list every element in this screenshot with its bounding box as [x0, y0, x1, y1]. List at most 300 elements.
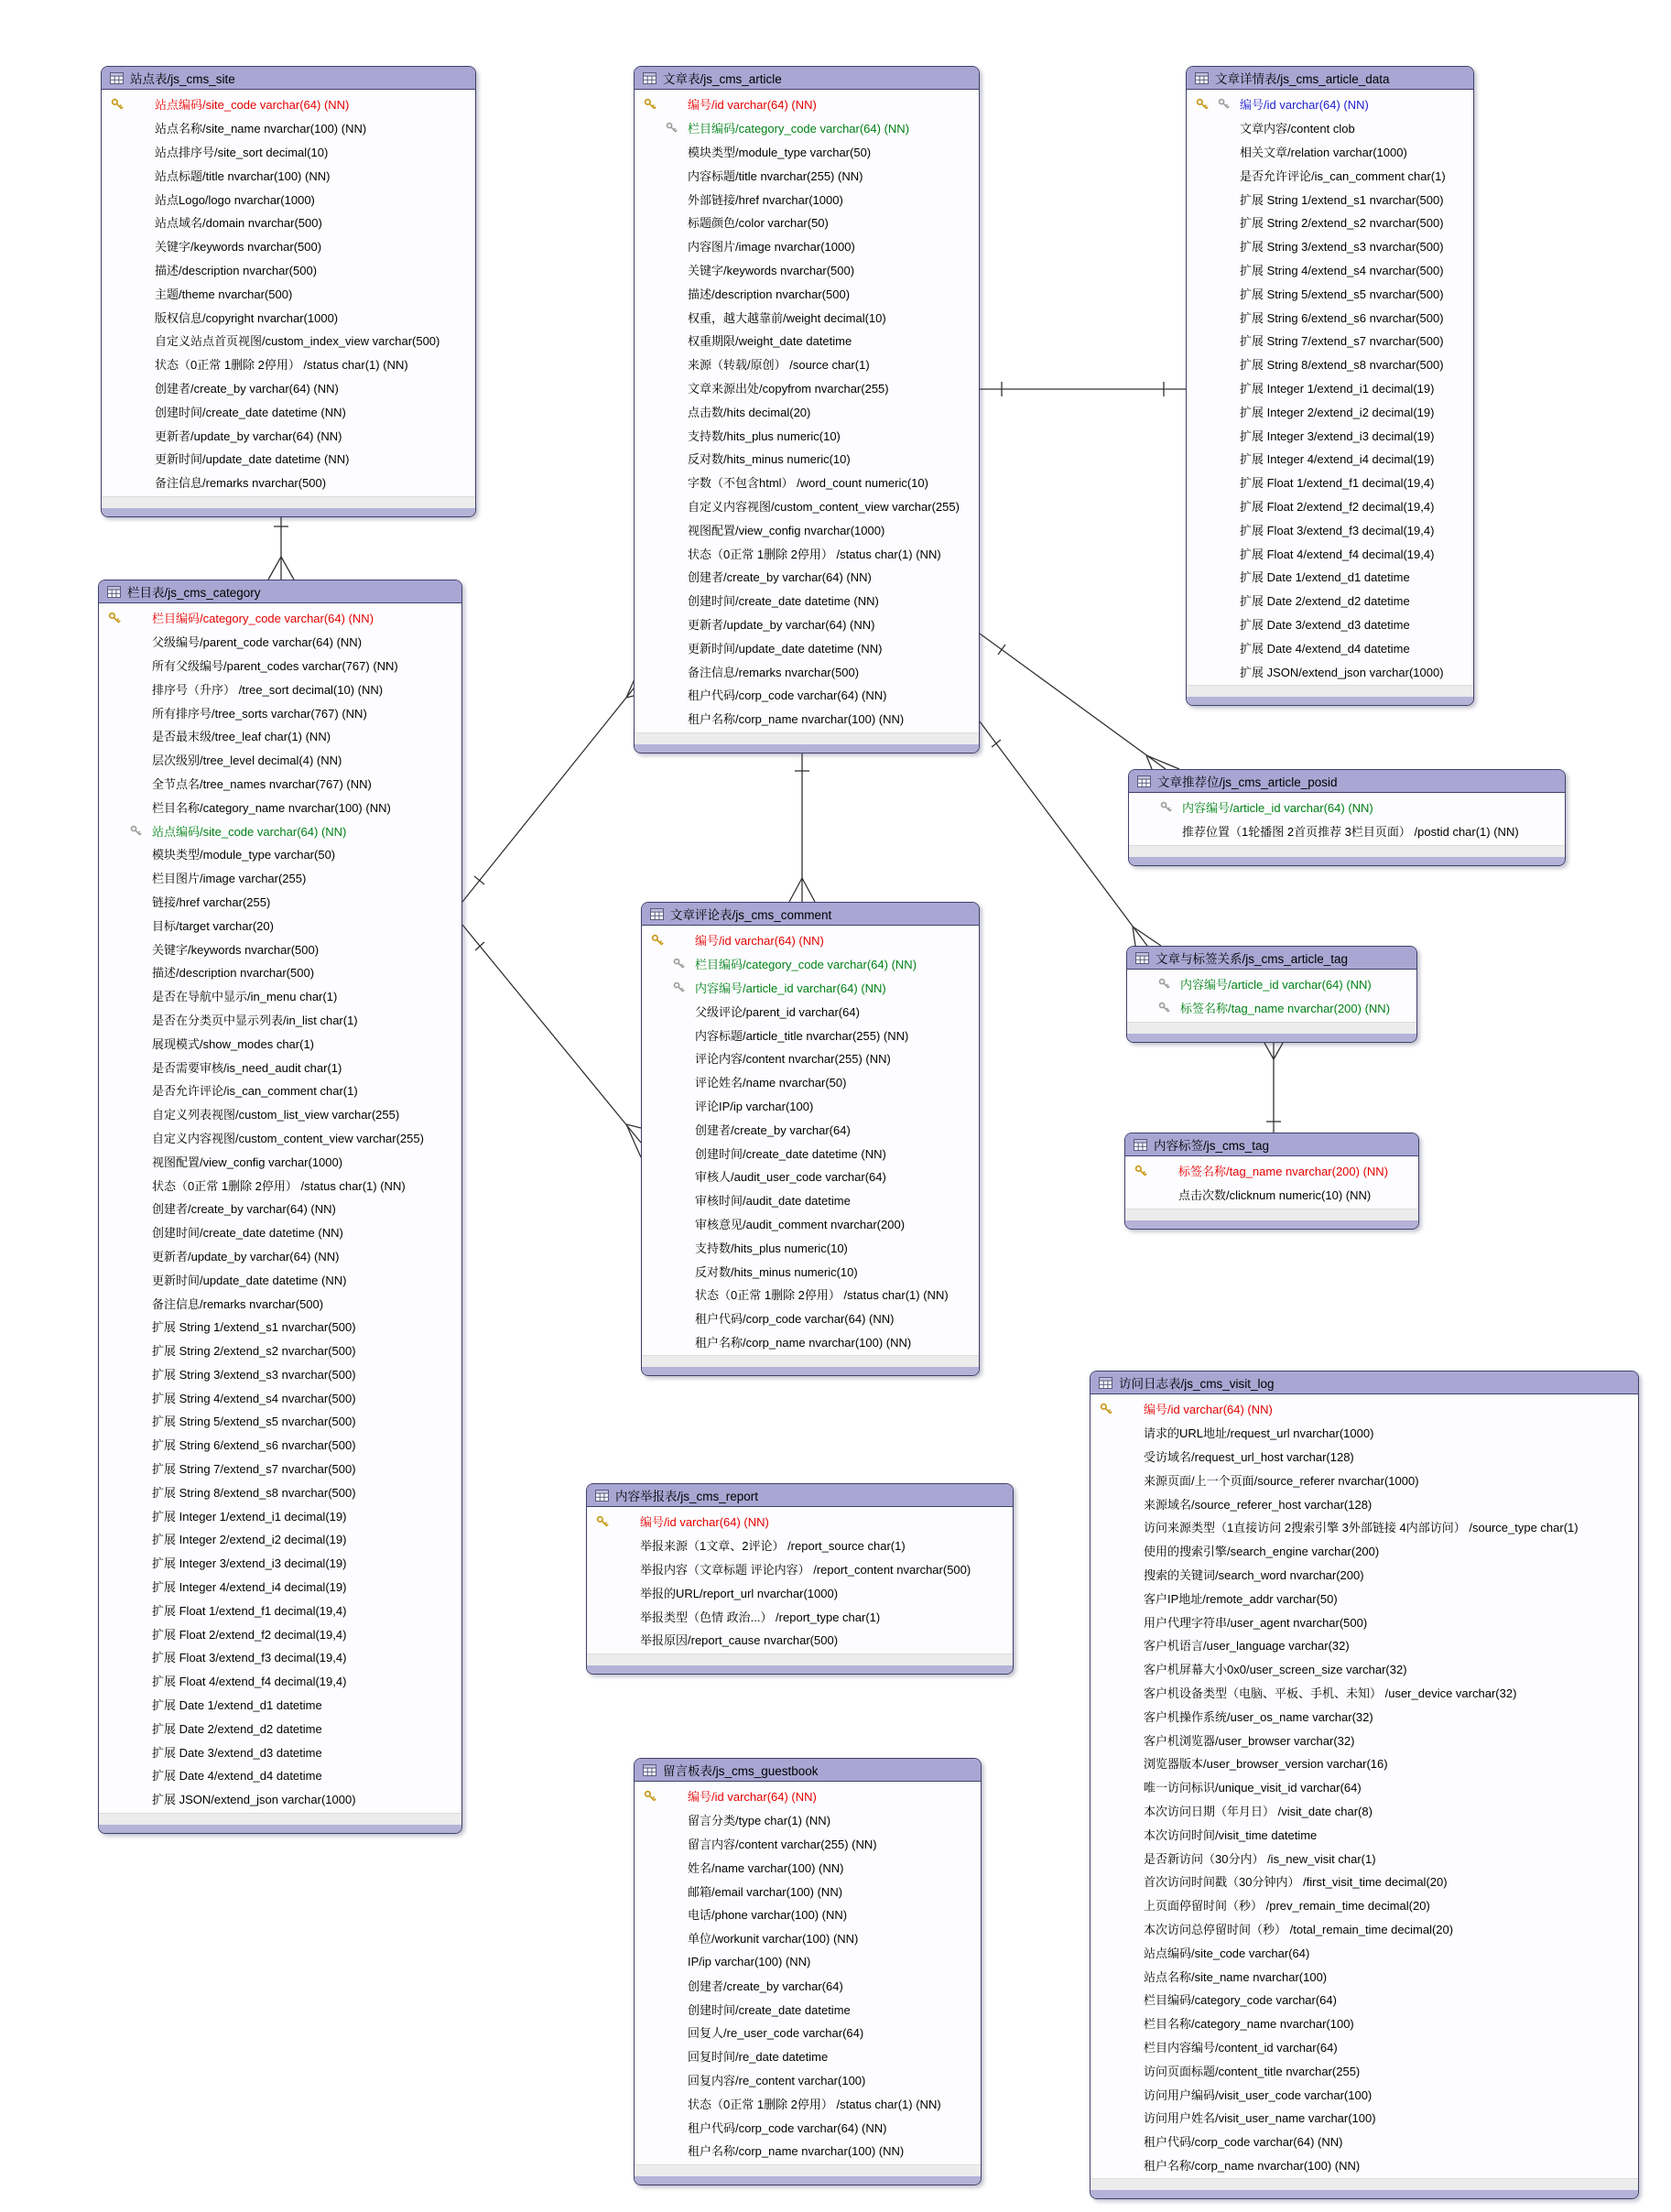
field-row[interactable] [587, 1604, 1013, 1628]
field-row[interactable] [1187, 187, 1473, 211]
field-label: 备注信息/remarks nvarchar(500) [152, 1296, 324, 1311]
field-row[interactable] [1187, 635, 1473, 659]
field-row[interactable] [99, 1433, 461, 1457]
primary-key-icon [108, 1651, 130, 1664]
field-row[interactable] [99, 1126, 461, 1150]
field-row[interactable] [99, 913, 461, 937]
field-row[interactable] [642, 999, 979, 1023]
field-row[interactable] [102, 305, 475, 329]
field-row[interactable] [642, 1283, 979, 1307]
field-row[interactable] [635, 1784, 981, 1808]
field-row[interactable] [1090, 2011, 1638, 2035]
field-row[interactable] [642, 1070, 979, 1094]
primary-key-icon [651, 1241, 673, 1253]
field-row[interactable] [642, 976, 979, 1000]
field-row[interactable] [1090, 1846, 1638, 1870]
field-row[interactable] [102, 352, 475, 376]
table-title: 文章推荐位/js_cms_article_posid [1157, 775, 1338, 789]
field-label: 请求的URL地址/request_url nvarchar(1000) [1144, 1426, 1374, 1441]
field-row[interactable] [587, 1534, 1013, 1557]
field-row[interactable] [635, 589, 979, 613]
field-row[interactable] [635, 2139, 981, 2163]
field-row[interactable] [587, 1580, 1013, 1604]
field-row[interactable] [99, 1645, 461, 1669]
foreign-key-icon [130, 1510, 152, 1522]
table-icon [1137, 775, 1151, 787]
field-row[interactable] [635, 376, 979, 400]
foreign-key-icon [1218, 500, 1240, 512]
primary-key-icon [108, 1036, 130, 1049]
field-row[interactable] [1090, 1704, 1638, 1728]
field-row[interactable] [102, 163, 475, 187]
field-row[interactable] [1187, 376, 1473, 400]
field-row[interactable] [642, 1235, 979, 1259]
field-row[interactable] [1187, 659, 1473, 683]
field-label: 访问用户编码/visit_user_code varchar(100) [1144, 2087, 1373, 2102]
primary-key-icon [111, 240, 133, 253]
field-row[interactable] [1187, 494, 1473, 518]
field-row[interactable] [99, 700, 461, 724]
field-row[interactable] [99, 842, 461, 866]
field-row[interactable] [635, 92, 979, 116]
field-row[interactable] [635, 2044, 981, 2068]
foreign-key-icon [130, 1179, 152, 1191]
field-label: 版权信息/copyright nvarchar(1000) [155, 310, 339, 325]
table-header[interactable] [1127, 947, 1416, 970]
field-row[interactable] [642, 952, 979, 976]
foreign-key-icon [130, 1675, 152, 1686]
field-row[interactable] [1090, 1563, 1638, 1587]
field-row[interactable] [635, 541, 979, 565]
field-row[interactable] [102, 281, 475, 305]
field-label: 状态（0正常 1删除 2停用） /status char(1) (NN) [688, 2097, 941, 2111]
foreign-key-icon [1122, 2111, 1144, 2123]
field-row[interactable] [99, 1575, 461, 1599]
field-row[interactable] [1090, 1397, 1638, 1421]
field-row[interactable] [99, 1173, 461, 1197]
field-row[interactable] [99, 630, 461, 654]
foreign-key-icon [130, 1392, 152, 1404]
er-table[interactable] [641, 902, 980, 1376]
field-row[interactable] [99, 1291, 461, 1315]
er-table[interactable] [634, 66, 980, 754]
field-row[interactable] [102, 399, 475, 423]
field-row[interactable] [642, 928, 979, 952]
primary-key-icon [596, 1539, 618, 1552]
field-label: 目标/target varchar(20) [152, 918, 274, 933]
field-row[interactable] [99, 795, 461, 819]
foreign-key-icon [666, 476, 688, 488]
primary-key-icon [111, 98, 133, 111]
er-table[interactable] [1090, 1371, 1639, 2199]
field-row[interactable] [635, 2068, 981, 2092]
foreign-key-icon [673, 1288, 695, 1300]
field-row[interactable] [1090, 2035, 1638, 2059]
field-row[interactable] [635, 2021, 981, 2044]
primary-key-icon [108, 966, 130, 979]
foreign-key-icon [666, 1885, 688, 1897]
field-row[interactable] [642, 1307, 979, 1330]
field-row[interactable] [635, 2115, 981, 2139]
field-row[interactable] [642, 1165, 979, 1188]
field-row[interactable] [1090, 1917, 1638, 1941]
primary-key-icon [108, 1060, 130, 1073]
foreign-key-icon [666, 2098, 688, 2109]
field-row[interactable] [642, 1094, 979, 1118]
field-row[interactable] [99, 1787, 461, 1811]
field-row[interactable] [99, 677, 461, 700]
primary-key-icon [651, 1194, 673, 1207]
field-row[interactable] [99, 1527, 461, 1551]
primary-key-icon [644, 263, 666, 276]
field-row[interactable] [1090, 1893, 1638, 1917]
field-row[interactable] [99, 1079, 461, 1102]
field-row[interactable] [635, 447, 979, 471]
field-row[interactable] [635, 613, 979, 636]
er-table[interactable] [1186, 66, 1474, 706]
field-row[interactable] [102, 116, 475, 140]
field-row[interactable] [99, 1740, 461, 1763]
field-row[interactable] [99, 1220, 461, 1244]
primary-key-icon [1100, 2017, 1122, 2030]
primary-key-icon [108, 1273, 130, 1285]
field-row[interactable] [635, 116, 979, 140]
field-row[interactable] [1090, 1822, 1638, 1846]
field-row[interactable] [587, 1628, 1013, 1652]
field-row[interactable] [1187, 281, 1473, 305]
field-row[interactable] [1187, 471, 1473, 494]
field-row[interactable] [635, 258, 979, 282]
field-label: 文章内容/content clob [1240, 122, 1355, 136]
field-row[interactable] [99, 1362, 461, 1386]
field-row[interactable] [1090, 1445, 1638, 1469]
field-row[interactable] [99, 1503, 461, 1527]
field-row[interactable] [1090, 1728, 1638, 1751]
field-row[interactable] [635, 1832, 981, 1856]
field-row[interactable] [642, 1212, 979, 1236]
field-label: 扩展 Integer 4/extend_i4 decimal(19) [152, 1580, 347, 1595]
field-row[interactable] [635, 329, 979, 352]
field-label: 邮箱/email varchar(100) (NN) [688, 1884, 843, 1899]
field-row[interactable] [1090, 1940, 1638, 1964]
field-row[interactable] [99, 654, 461, 678]
field-row[interactable] [635, 1926, 981, 1950]
field-label: 扩展 String 7/extend_s7 nvarchar(500) [1240, 334, 1444, 349]
field-row[interactable] [635, 683, 979, 707]
table-icon [643, 72, 656, 84]
field-row[interactable] [99, 1669, 461, 1693]
field-row[interactable] [635, 1903, 981, 1926]
field-label: 栏目内容编号/content_id varchar(64) [1144, 2040, 1338, 2055]
field-row[interactable] [635, 352, 979, 376]
field-label: 扩展 Date 2/extend_d2 datetime [152, 1721, 322, 1736]
field-row[interactable] [1090, 2058, 1638, 2082]
field-row[interactable] [102, 376, 475, 400]
field-row[interactable] [99, 1149, 461, 1173]
field-row[interactable] [1090, 1964, 1638, 1988]
field-row[interactable] [1090, 1870, 1638, 1893]
table-header[interactable] [102, 67, 475, 90]
er-table[interactable] [1124, 1133, 1419, 1230]
field-label: 租户代码/corp_code varchar(64) (NN) [688, 689, 887, 703]
field-row[interactable] [1187, 517, 1473, 541]
field-row[interactable] [99, 1480, 461, 1503]
field-row[interactable] [635, 1950, 981, 1974]
field-row[interactable] [99, 1031, 461, 1055]
field-label: IP/ip varchar(100) (NN) [688, 1954, 811, 1968]
table-header[interactable] [99, 580, 461, 603]
er-table[interactable] [1128, 769, 1566, 866]
field-row[interactable] [102, 211, 475, 234]
field-row[interactable] [102, 447, 475, 471]
table-header[interactable] [635, 1759, 981, 1782]
foreign-key-icon [1218, 429, 1240, 441]
field-row[interactable] [99, 1457, 461, 1480]
field-row[interactable] [102, 187, 475, 211]
field-row[interactable] [1187, 92, 1473, 116]
table-footer-strip [587, 1654, 1013, 1665]
primary-key-icon [1100, 1473, 1122, 1486]
field-label: 留言分类/type char(1) (NN) [688, 1814, 831, 1828]
field-row[interactable] [587, 1557, 1013, 1581]
table-header[interactable] [1125, 1133, 1418, 1156]
field-row[interactable] [635, 281, 979, 305]
field-row[interactable] [1090, 2106, 1638, 2130]
field-row[interactable] [635, 517, 979, 541]
er-table[interactable] [1126, 946, 1417, 1043]
field-row[interactable] [642, 1330, 979, 1354]
field-row[interactable] [99, 1244, 461, 1268]
field-row[interactable] [642, 1259, 979, 1283]
foreign-key-icon [1122, 1403, 1144, 1415]
primary-key-icon [644, 428, 666, 441]
field-row[interactable] [635, 163, 979, 187]
field-row[interactable] [1090, 1988, 1638, 2011]
field-label: 是否在分类页中显示列表/in_list char(1) [152, 1013, 358, 1027]
field-row[interactable] [635, 423, 979, 447]
foreign-key-icon [673, 1005, 695, 1017]
field-row[interactable] [1090, 1799, 1638, 1823]
field-row[interactable] [99, 1409, 461, 1433]
field-row[interactable] [635, 707, 979, 731]
field-row[interactable] [99, 1055, 461, 1079]
field-row[interactable] [102, 329, 475, 352]
field-row[interactable] [99, 937, 461, 960]
field-label: 是否允许评论/is_can_comment char(1) [1240, 168, 1446, 183]
field-row[interactable] [1090, 1657, 1638, 1681]
field-row[interactable] [1127, 996, 1416, 1020]
field-row[interactable] [102, 140, 475, 164]
field-row[interactable] [99, 984, 461, 1008]
field-row[interactable] [99, 1315, 461, 1339]
field-row[interactable] [99, 1716, 461, 1740]
field-row[interactable] [642, 1188, 979, 1212]
table-header[interactable] [587, 1484, 1013, 1507]
field-row[interactable] [635, 635, 979, 659]
primary-key-icon [651, 1335, 673, 1348]
field-row[interactable] [1187, 116, 1473, 140]
field-row[interactable] [1090, 1751, 1638, 1775]
field-row[interactable] [1187, 613, 1473, 636]
field-row[interactable] [99, 1598, 461, 1621]
field-row[interactable] [1187, 329, 1473, 352]
field-label: 编号/id varchar(64) (NN) [695, 934, 824, 949]
field-row[interactable] [1090, 1633, 1638, 1657]
field-row[interactable] [99, 1339, 461, 1362]
table-footer-band [635, 2176, 981, 2185]
field-row[interactable] [99, 748, 461, 772]
field-row[interactable] [635, 1808, 981, 1832]
field-row[interactable] [99, 1102, 461, 1126]
field-row[interactable] [99, 724, 461, 748]
field-row[interactable] [1090, 1775, 1638, 1799]
field-row[interactable] [1090, 1515, 1638, 1539]
table-header[interactable] [635, 67, 979, 90]
field-label: 字数（不包含html） /word_count numeric(10) [688, 476, 928, 491]
table-header[interactable] [1187, 67, 1473, 90]
field-row[interactable] [642, 1023, 979, 1046]
field-label: 相关文章/relation varchar(1000) [1240, 145, 1407, 159]
field-row[interactable] [1187, 140, 1473, 164]
primary-key-icon [644, 712, 666, 725]
primary-key-icon [1196, 547, 1218, 559]
table-header[interactable] [1090, 1372, 1638, 1394]
foreign-key-icon [666, 1814, 688, 1826]
field-row[interactable] [1187, 211, 1473, 234]
field-row[interactable] [99, 1008, 461, 1032]
primary-key-icon [644, 452, 666, 465]
field-row[interactable] [1187, 352, 1473, 376]
field-row[interactable] [99, 960, 461, 984]
field-label: 创建时间/create_date datetime (NN) [155, 405, 346, 419]
field-row[interactable] [1090, 2082, 1638, 2106]
field-row[interactable] [99, 1197, 461, 1220]
field-row[interactable] [635, 140, 979, 164]
field-row[interactable] [99, 866, 461, 890]
table-header[interactable] [1129, 770, 1565, 793]
field-row[interactable] [99, 606, 461, 630]
foreign-key-icon [130, 730, 152, 742]
field-row[interactable] [99, 772, 461, 796]
field-row[interactable] [635, 494, 979, 518]
field-row[interactable] [1090, 1421, 1638, 1445]
field-row[interactable] [1090, 2153, 1638, 2177]
er-table[interactable] [101, 66, 476, 517]
field-row[interactable] [1090, 1491, 1638, 1515]
field-row[interactable] [102, 234, 475, 258]
field-row[interactable] [635, 187, 979, 211]
field-label: 举报的URL/report_url nvarchar(1000) [640, 1586, 839, 1600]
foreign-key-icon [1218, 406, 1240, 417]
field-row[interactable] [102, 92, 475, 116]
field-label: 创建时间/create_date datetime (NN) [688, 594, 879, 609]
field-row[interactable] [635, 1855, 981, 1879]
er-table[interactable] [586, 1483, 1014, 1675]
field-row[interactable] [642, 1141, 979, 1165]
field-row[interactable] [1129, 819, 1565, 843]
field-row[interactable] [635, 471, 979, 494]
field-row[interactable] [1090, 1468, 1638, 1491]
field-row[interactable] [99, 1551, 461, 1575]
table-header[interactable] [642, 903, 979, 926]
field-row[interactable] [1127, 972, 1416, 996]
field-row[interactable] [642, 1117, 979, 1141]
field-row[interactable] [1090, 1681, 1638, 1705]
primary-key-icon [108, 1462, 130, 1475]
field-row[interactable] [102, 471, 475, 494]
field-row[interactable] [99, 1763, 461, 1787]
field-row[interactable] [99, 1385, 461, 1409]
er-table[interactable] [634, 1758, 982, 2185]
field-row[interactable] [1090, 2130, 1638, 2153]
field-row[interactable] [635, 565, 979, 589]
field-label: 标签名称/tag_name nvarchar(200) (NN) [1180, 1002, 1391, 1016]
field-row[interactable] [1187, 447, 1473, 471]
field-row[interactable] [1187, 234, 1473, 258]
foreign-key-icon [130, 801, 152, 813]
field-row[interactable] [99, 1693, 461, 1717]
field-row[interactable] [99, 819, 461, 842]
field-row[interactable] [1090, 1539, 1638, 1563]
field-row[interactable] [1187, 423, 1473, 447]
field-row[interactable] [1187, 565, 1473, 589]
field-row[interactable] [1090, 1610, 1638, 1633]
primary-key-icon [1196, 310, 1218, 323]
field-row[interactable] [635, 234, 979, 258]
foreign-key-icon [133, 264, 155, 276]
field-row[interactable] [1125, 1183, 1418, 1207]
field-row[interactable] [635, 1997, 981, 2021]
foreign-key-icon [1156, 1165, 1178, 1176]
er-table[interactable] [98, 580, 462, 1834]
field-row[interactable] [99, 1267, 461, 1291]
field-row[interactable] [99, 1621, 461, 1645]
primary-key-icon [1196, 523, 1218, 536]
field-row[interactable] [1187, 399, 1473, 423]
field-label: 支持数/hits_plus numeric(10) [688, 428, 841, 443]
field-label: 扩展 String 4/extend_s4 nvarchar(500) [1240, 263, 1444, 277]
field-row[interactable] [1187, 541, 1473, 565]
field-row[interactable] [635, 399, 979, 423]
field-row[interactable] [1187, 163, 1473, 187]
field-row[interactable] [635, 305, 979, 329]
field-row[interactable] [1090, 1586, 1638, 1610]
field-row[interactable] [1125, 1159, 1418, 1183]
primary-key-icon [108, 1108, 130, 1121]
field-row[interactable] [1187, 305, 1473, 329]
table-title: 访问日志表/js_cms_visit_log [1119, 1377, 1275, 1391]
field-row[interactable] [635, 211, 979, 234]
field-row[interactable] [635, 1973, 981, 1997]
field-row[interactable] [635, 659, 979, 683]
field-row[interactable] [102, 258, 475, 282]
field-row[interactable] [102, 423, 475, 447]
field-row[interactable] [1187, 258, 1473, 282]
primary-key-icon [1100, 1922, 1122, 1935]
field-row[interactable] [1129, 796, 1565, 819]
table-title: 内容标签/js_cms_tag [1154, 1139, 1270, 1153]
primary-key-icon [1100, 1733, 1122, 1746]
field-row[interactable] [1187, 589, 1473, 613]
foreign-key-icon [1122, 1639, 1144, 1651]
field-row[interactable] [635, 2091, 981, 2115]
field-row[interactable] [642, 1046, 979, 1070]
field-row[interactable] [587, 1510, 1013, 1534]
field-label: 审核人/audit_user_code varchar(64) [695, 1170, 886, 1185]
field-label: 单位/workunit varchar(100) (NN) [688, 1932, 859, 1946]
field-row[interactable] [99, 890, 461, 914]
field-row[interactable] [635, 1879, 981, 1903]
